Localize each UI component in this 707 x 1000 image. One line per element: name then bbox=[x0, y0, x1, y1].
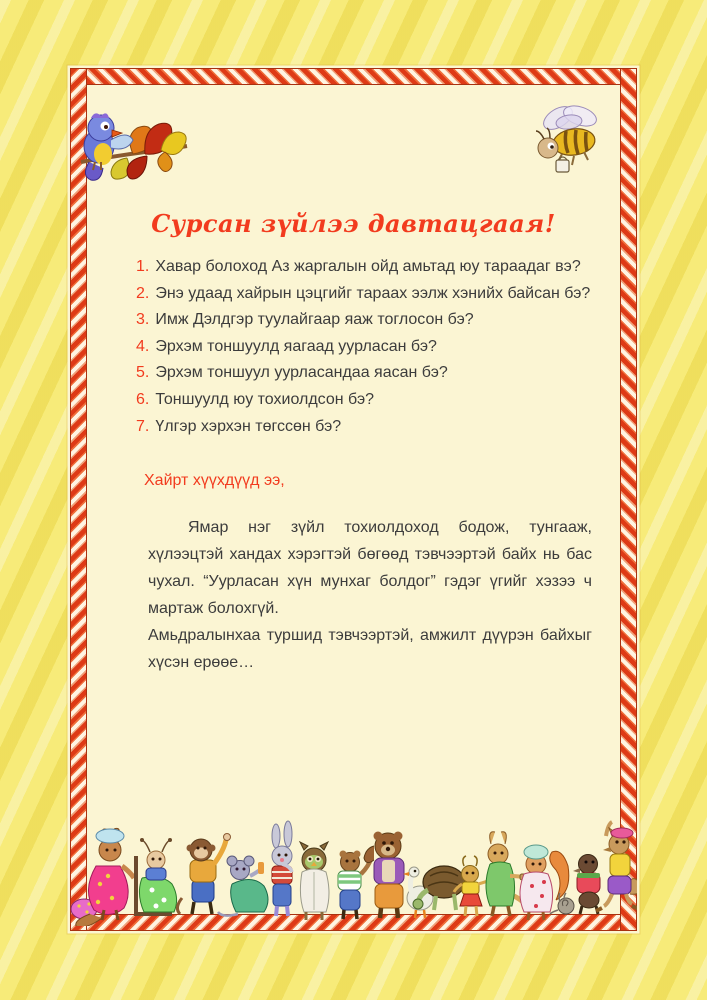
question-number: 5. bbox=[136, 364, 150, 382]
message-paragraph: Амьдралынхаа туршид тэвчээртэй, амжилт дүүрэн байхыг хүсэн ерөөе… bbox=[148, 627, 592, 671]
question-number: 2. bbox=[136, 284, 150, 302]
question-item bbox=[136, 387, 590, 414]
bear-icon bbox=[364, 832, 404, 919]
owl-doctor-icon bbox=[300, 842, 329, 920]
question-number: 4. bbox=[136, 337, 150, 355]
message-text bbox=[148, 514, 592, 676]
salutation: Хайрт хүүхдүүд ээ, bbox=[144, 472, 285, 489]
wolf-in-hat-icon bbox=[596, 822, 637, 911]
question-item bbox=[136, 281, 590, 308]
duckling-girl-icon bbox=[454, 856, 490, 916]
rabbit-icon bbox=[272, 821, 292, 916]
animal-parade-illustration bbox=[70, 806, 637, 926]
question-list bbox=[136, 254, 590, 440]
bee-illustration bbox=[522, 96, 610, 180]
question-number: 6. bbox=[136, 390, 150, 408]
question-text: Үлгэр хэрхэн төгссөн бэ? bbox=[155, 417, 342, 435]
bee-icon bbox=[536, 102, 599, 172]
question-item bbox=[136, 254, 590, 281]
mole-icon bbox=[573, 855, 600, 915]
message-paragraph: Ямар нэг зүйл тохиолдоход бодож, тунгааж, хүлээцтэй хандах хэрэгтэй бөгөөд тэвчээртэй байх нь бас чухал. “Уурласан хүн мунхаг болдог” гэдэг үгийг хэзээ ч мартаж болохгүй. bbox=[148, 519, 592, 617]
question-number: 3. bbox=[136, 311, 150, 329]
question-text: Эрхэм тоншуулд яагаад уурласан бэ? bbox=[155, 337, 437, 355]
page-frame bbox=[70, 68, 637, 931]
monkey-icon bbox=[177, 834, 230, 915]
question-text: Хавар болоход Аз жаргалын ойд амьтад юу тараадаг вэ? bbox=[155, 258, 581, 275]
page-title: Сурсан зүйлээ давтацгаая! bbox=[151, 209, 556, 238]
question-text: Энэ удаад хайрын цэцгийг тараах ээлж хэнийх байсан бэ? bbox=[155, 284, 591, 302]
striped-border-top bbox=[70, 68, 637, 85]
striped-border-right bbox=[620, 68, 637, 931]
mouse-icon bbox=[218, 856, 268, 916]
question-text: Эрхэм тоншуул уурласандаа яасан бэ? bbox=[155, 364, 448, 382]
question-item bbox=[136, 307, 590, 334]
question-number: 1. bbox=[136, 258, 150, 275]
question-item bbox=[136, 414, 590, 441]
cricket-in-chair-icon bbox=[136, 838, 177, 916]
striped-border-left bbox=[70, 68, 87, 931]
bird-on-branch-illustration bbox=[75, 96, 195, 188]
question-item bbox=[136, 360, 590, 387]
question-text: Тоншуулд юу тохиолдсон бэ? bbox=[155, 390, 375, 408]
kangaroo-mother-icon bbox=[71, 828, 134, 926]
question-number: 7. bbox=[136, 417, 150, 435]
question-text: Имж Дэлдгэр туулайгаар яаж тоглосон бэ? bbox=[155, 311, 474, 329]
question-item bbox=[136, 334, 590, 361]
autumn-leaves-icon bbox=[111, 123, 186, 179]
